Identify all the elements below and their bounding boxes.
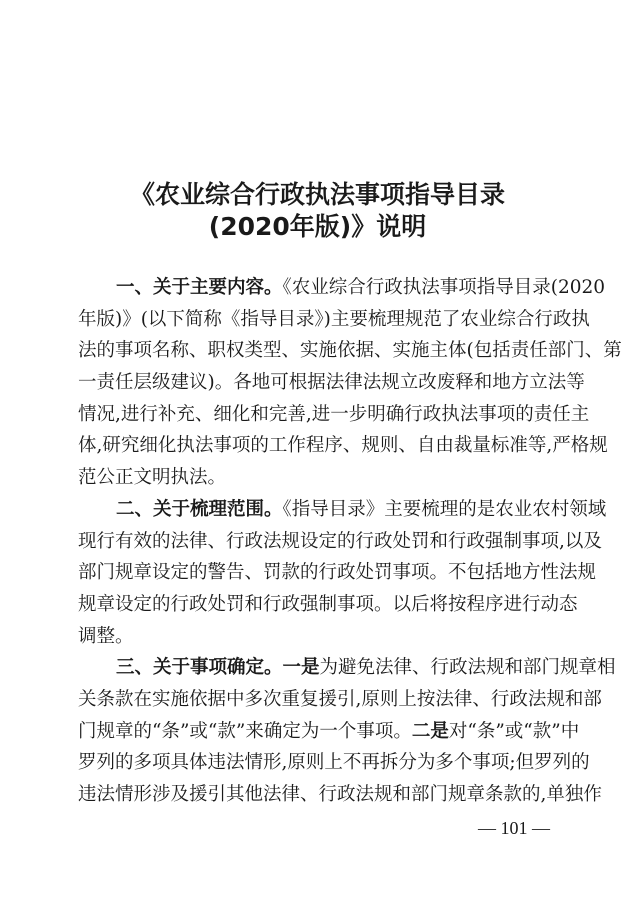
section-heading: 一、关于主要内容。 [116, 277, 283, 298]
text-line [78, 652, 616, 684]
text-line: 范公正文明执法。 [78, 467, 227, 489]
paragraph-item-determination [78, 652, 616, 810]
paragraph-main-content [78, 272, 622, 494]
text-line [78, 716, 580, 748]
document-title-line-1: 《农业综合行政执法事项指导目录 [129, 180, 505, 209]
text-line: 情况,进行补充、细化和完善,进一步明确行政执法事项的责任主 [78, 403, 590, 425]
text-line: 部门规章设定的警告、罚款的行政处罚事项。不包括地方性法规 [78, 562, 597, 584]
text-line: 法的事项名称、职权类型、实施依据、实施主体(包括责任部门、第 [78, 340, 622, 362]
text-line: 罗列的多项具体违法情形,原则上不再拆分为多个事项;但罗列的 [78, 752, 590, 774]
emphasis-text: 二是 [411, 720, 449, 742]
text-span: 对“条”或“款”中 [448, 720, 580, 742]
text-line: 违法情形涉及援引其他法律、行政法规和部门规章条款的,单独作 [78, 784, 602, 805]
text-line: 调整。 [78, 625, 134, 647]
text-line: 体,研究细化执法事项的工作程序、规则、自由裁量标准等,严格规 [78, 435, 608, 457]
text-span: 《农业综合行政执法事项指导目录(2020 [282, 277, 606, 298]
text-span: 《指导目录》主要梳理的是农业农村领域 [282, 498, 607, 520]
page-number: — 101 — [478, 818, 550, 838]
text-line: 关条款在实施依据中多次重复援引,原则上按法律、行政法规和部 [78, 688, 602, 710]
emphasis-text: 一是 [282, 657, 320, 679]
text-span: 为避免法律、行政法规和部门规章相 [319, 657, 616, 679]
section-heading: 二、关于梳理范围。 [116, 498, 283, 520]
text-line: 年版)》(以下简称《指导目录》)主要梳理规范了农业综合行政执 [78, 308, 590, 330]
text-line [78, 272, 606, 304]
text-line: 规章设定的行政处罚和行政强制事项。以后将按程序进行动态 [78, 593, 578, 615]
text-line: 一责任层级建议)。各地可根据法律法规立改废释和地方立法等 [78, 372, 585, 394]
section-heading: 三、关于事项确定。 [116, 657, 283, 679]
text-span: 门规章的“条”或“款”来确定为一个事项。 [78, 720, 412, 742]
document-body [78, 272, 622, 811]
text-line [78, 494, 607, 526]
paragraph-scope [78, 494, 607, 652]
document-title-line-2: (2020年版)》说明 [208, 212, 427, 241]
text-line: 现行有效的法律、行政法规设定的行政处罚和行政强制事项,以及 [78, 530, 602, 552]
